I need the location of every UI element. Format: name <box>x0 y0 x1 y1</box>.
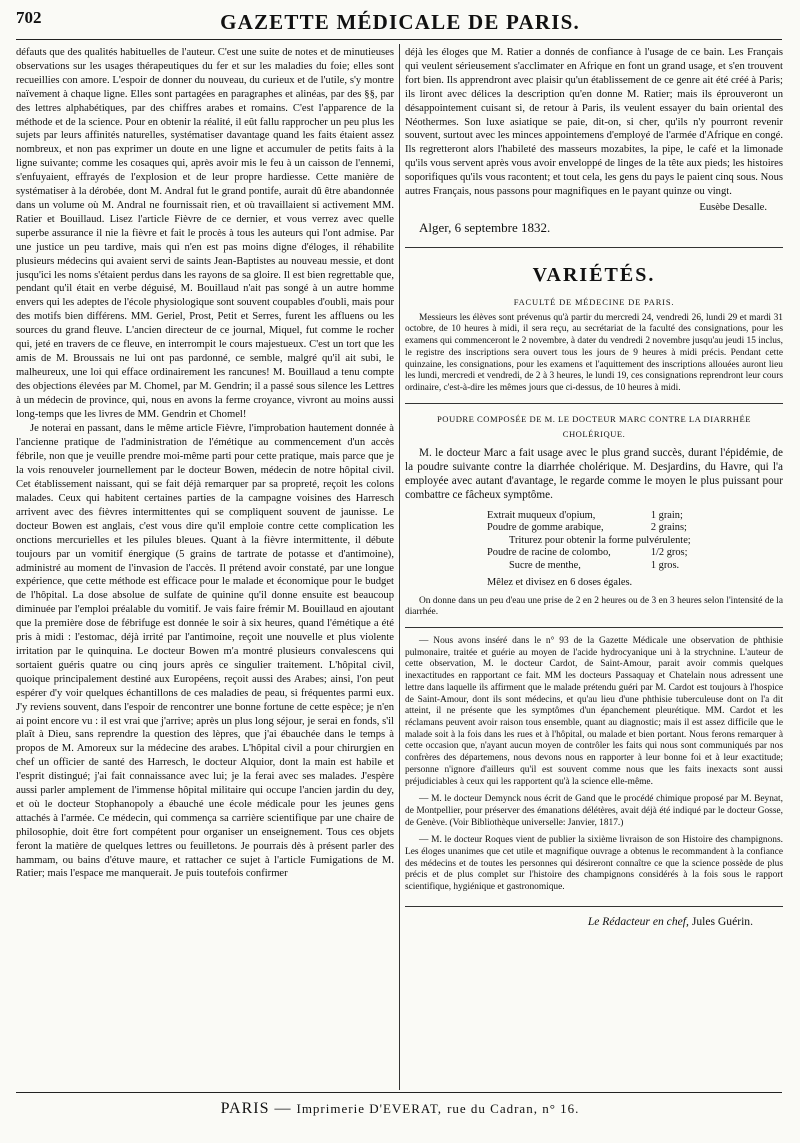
poudre-block <box>405 446 783 502</box>
divider-3 <box>405 906 783 907</box>
recipe-table <box>487 510 701 573</box>
masthead: GAZETTE MÉDICALE DE PARIS. <box>220 10 580 34</box>
top-rule <box>16 39 782 40</box>
recipe-row <box>487 522 701 535</box>
recipe-item: Sucre de menthe, <box>509 560 581 572</box>
recipe-item: Extrait muqueux d'opium, <box>487 509 596 521</box>
page-number: 702 <box>16 8 42 27</box>
recipe-qty: 1 grain; <box>650 509 683 521</box>
recipe-item: Poudre de gomme arabique, <box>487 522 604 534</box>
dosage-text: On donne dans un peu d'eau une prise de 2 en 2 heures ou de 3 en 3 heures selon l'intensité de la diarrhée. <box>405 595 783 618</box>
recipe-item: Triturez pour obtenir la forme pulvérulente; <box>509 534 691 546</box>
column-divider <box>399 44 400 1090</box>
section-rule <box>405 247 783 248</box>
recipe-qty: 2 grains; <box>650 522 687 534</box>
editor-line <box>405 915 783 928</box>
left-paragraph-1: défauts que des qualités habituelles de l'auteur. C'est une suite de notes et de minutieuses observations sur les usages thérapeutiques du fer et sur les maladies du foie; elles sont recueillies con amore. L'espoir de donner du nouveau, du curieux et de l'utile, s'y montre naïvement à chaque ligne. Elles sont partagées en paragraphes et alinéas, par des §§, par des lettres alphabétiques, par des chiffres arabes et romains. C'est l'apparence de la méthode et de la science. Pour en obtenir la réalité, il eût fallu rapprocher un peu plus les sujets par leurs affinités naturelles, systématiser davantage quand les faits étaient assez nombreux, et non pas exprimer un doute en une ligne et accumuler de petits faits à la ligne suivante; comme les cosaques qui, après avoir mis le feu à un caisson de l'ennemi, s'enfuyaient, effrayés de l'explosion et de leur propre hardiesse. Cette manière de systématiser à la dérobée, dont M. Andral fut le grand pontife, aurait dû être abandonnée dans un volume où M. Andral ne fournissait rien, et où travaillaient si activement MM. Ratier et Bouillaud. Lisez l'article Fièvre de ce dernier, et vous verrez avec quelle superbe assurance il nie la fièvre et fait le procès à tous les auteurs qui l'ont admise. Par une justice un peu tardive, mais qui n'en est pas moins digne d'éloges, il réhabilite plusieurs médecins qui avaient servi de saints Jean-Baptistes au nouveau messie, et dont jusqu'ici les noms s'étaient perdus dans les rayons de sa gloire. Il est bien regrettable que, pendant qu'il était en verbe déguisé, M. Bouillaud n'ait pas songé à un autre homme envers qui les adeptes de l'école physiologique sont souvent coupables d'oubli, mais pour des motifs bien différens. MM. Geriel, Prost, Petit et Serres, furent les affluens ou les sources du grand fleuve. L'ancien directeur de ce journal, Miquel, fut comme le rocher qui, jeté en travers de ce fleuve, en interrompit le cours majestueux. C'est un tort que les amis de M. Broussais ne lui ont pas pardonné, ce semble, malgré qu'il ait subi, le malheureux, une loi qui efface ordinairement les rancunes! M. Bouillaud a tenu compte des objections élevées par M. Chomel, par M. Gendrin; il a passé sous silence les Lettres à un médecin de province, qui, nous en avons la ferme croyance, vivront au moins aussi long-temps que les livres de MM. Gendrin et Chomel! <box>16 47 394 420</box>
footer-printer: Imprimerie D'EVERAT, <box>296 1101 443 1116</box>
recipe-qty: 1 gros. <box>650 560 680 572</box>
recipe-row <box>487 535 701 548</box>
poudre-heading-line1: POUDRE COMPOSÉE DE M. LE DOCTEUR MARC CONTRE LA DIARRHÉE <box>437 413 751 424</box>
letter-signature: Eusèbe Desalle. <box>699 201 767 213</box>
note-cardot: — Nous avons inséré dans le n° 93 de la Gazette Médicale une observation de phthisie pulmonaire, traitée et guérie au moyen de l'acide hydrocyanique uni à la strychnine. L'auteur de cette observation, M. le docteur Cardot, de Saint-Amour, parait avoir commis quelques inexactitudes en rapportant ce fait. MM les docteurs Passaquay et Chatelain nous adressent une lettre dans laquelle ils affirment que le malade prétendu guéri par M. Cardot est toujours à l'hospice de Saint-Amour, dont ils sont médecins, et qu'au lieu d'une phthisie tuberculeuse dont on l'a dit atteint, il ne présente que les symptômes d'un épanchement pleurétique. MM. Cardot et les réclamans peuvent avoir raison tous ensemble, quant au diagnostic; mais il est assez difficile que le malade soit à la fois dans les rues et à l'hôpital, ou malade et bien portant. Nous ferons remarquer à cette occasion que, n'ayant aucun moyen de contrôler les faits qui nous sont communiqués par nos confrères des départemens, nous devons nous en rapporter à leur bonne foi et à leur exactitude; personne n'ignore d'ailleurs qu'il est souvent comme nous que les faits inexacts sont aussi préjudiciables à ceux qui les rapportent qu'à la science elle-même. <box>405 636 783 787</box>
note-demynck: — M. le docteur Demynck nous écrit de Gand que le procédé chimique proposé par M. Beynat, de Montpellier, pour préserver des émanations délétères, avait déjà été indiqué par le docteur Gosse, de Genève. (Voir Bibliothèque universelle: Janvier, 1817.) <box>405 794 783 828</box>
letter-continuation-block <box>405 46 783 235</box>
footer-city: PARIS — <box>220 1100 292 1117</box>
note-roques: — M. le docteur Roques vient de publier la sixième livraison de son Histoire des champignons. Les éloges unanimes que cet utile et magnifique ouvrage a obtenus le recommandent à la confiance des médecins et de toutes les personnes qui désireront connaître ce que la science possède de plus précis et de plus complet sur l'histoire des champignons considérés à la fois sous le rapport scientifique, hygiénique et gastronomique. <box>405 835 783 893</box>
recipe-item: Poudre de racine de colombo, <box>487 547 611 559</box>
letter-continuation: déjà les éloges que M. Ratier a donnés de confiance à l'usage de ce bain. Les Français qui veulent sérieusement s'acclimater en Afrique en font un grand usage, et s'en trouvent fort bien. Ils apprendront avec plaisir qu'un établissement de ce genre ait été créé à Paris; ils liront avec délices la description qu'en donne M. Ratier; mais ils éprouveront un désappointement cuisant si, de retour à Paris, ils veulent essayer du bain oriental des Néothermes. Son luxe asiatique se paie, dit-on, si cher, qu'ils n'y pourront revenir souvent, surtout avec les minces appointemens d'employé de l'armée d'Afrique en congé. Ils regretteront alors l'habileté des masseurs mozabites, la pipe, le café et la limonade qu'ils vous servent après vous avoir enveloppé de linges de la tête aux pieds; les histoires soporifiques qu'ils vous racontent; et tout cela, les gens du pays le paient cinq sous. Nous autres Français, nous passons pour magnifiques en le payant quinze ou vingt. <box>405 47 783 198</box>
divider-1 <box>405 403 783 404</box>
dosage-block <box>405 596 783 619</box>
faculte-notice-block <box>405 313 783 395</box>
varietes-title: VARIÉTÉS. <box>532 263 656 286</box>
recipe-qty: 1/2 gros; <box>650 547 688 559</box>
footer-rule <box>16 1092 782 1093</box>
faculte-notice: Messieurs les élèves sont prévenus qu'à partir du mercredi 24, vendredi 26, lundi 29 et mardi 31 octobre, de 10 heures à midi, il sera reçu, au secrétariat de la faculté des consignations, pour les examens qui commenceront le 2 novembre, à dater du vendredi 2 novembre jusqu'au jeudi 15 inclus, le registre des inscriptions sera ouvert tous les jours de 9 heures à midi précis. Pendant cette quinzaine, les consignations, pour les examens et l'aquittement des inscriptions allouées auront lieu les lundi, mercredi et vendredi, de 2 à 3 heures, le lundi 19, ces consignations reprendront leur cours ordinaire, c'est-à-dire les mêmes jours que ci-dessus, de 10 heures à midi. <box>405 312 783 393</box>
recipe-row <box>487 547 701 560</box>
faculte-heading: FACULTÉ DE MÉDECINE DE PARIS. <box>513 296 675 307</box>
recipe-row <box>487 510 701 523</box>
recipe-row <box>487 560 701 573</box>
recipe-end: Mêlez et divisez en 6 doses égales. <box>487 576 633 588</box>
left-paragraph-2: Je noterai en passant, dans le même article Fièvre, l'improbation hautement donnée à l'ancienne pratique de l'administration de l'émétique au commencement d'un accès fébrile, non que je veuille prendre moi-même parti pour cette pratique, mais parce que je la vois renouveler journellement par le docteur Bowen, médecin de notre hôpital civil. Cet établissement naissant, qui se fait déjà remarquer par sa propreté, reçoit les colons malades. Ceux qui habitent certaines parties de la campagne voisines des Harresch arrivent avec des fièvres intermittentes qui se compliquent souvent de jaunisse. Le docteur Bowen est anglais, c'est vous dire qu'il emploie contre cette complication les onctions mercurielles et les pilules bleues. Quant à la fièvre intermittente, il débute toujours par un vomitif énergique (5 grains de tartrate de potasse et d'antimoine), administré au moment de l'invasion de l'accès. Il prétend avoir constaté, par une longue expérience, que cette méthode est efficace pour le malade et économique pour le budget de l'hôpital. La dose absolue de sulfate de quinine qu'il donne ensuite est beaucoup diminuée par l'emploi préalable du vomitif. Je vais faire frémir M. Bouillaud en ajoutant que la première dose de fébrifuge est donnée le soir à six heures, quand l'émétique a été pris à midi : l'estomac, déjà irrité par l'antimoine, reçoit une nouvelle et plus violente irritation par le quinquina. Le docteur Bowen m'a montré plusieurs convalescens qui sortaient guéris quatre ou cinq jours après ce singulier traitement. L'hôpital civil, quoique principalement destiné aux Européens, reçoit aussi des Arabes; ainsi, l'on peut espérer d'y voir quelques échantillons de ces maladies de peau, si fréquentes parmi eux. J'y reviens souvent, dans l'espoir de rencontrer une bonne fortune de cette espèce; je n'en ai point encore vu : il est vrai que j'arrive; après un plus long séjour, je serai en fonds, s'il plaît à Dieu, sans reprendre la question des lèpres, que j'ai ébauchée dans le temps à propos de M. Amoreux sur la médecine des arabes. L'hôpital civil a pour chirurgien en chef un officier de santé des Harresch, le docteur Alquior, dont la main est habile et l'esprit distingué; j'ai fait connaissance avec lui; je la ferai avec ses malades. J'espère aussi parler amplement de l'immense hôpital militaire qui occupe l'ancien jardin du dey, et où le docteur Stophanopoly a ébauché une école médicale pour les jeunes gens attachés à l'armée. Ce médecin, qui commença sa carrière scientifique par une chaire de philosophie, doit être fort compétent pour organiser un enseignement. Tous ces objets feront la matière de quelques lettres ou feuilletons. Je pourrais dès à présent parler des hammam, ou bains d'étuve maure, et rattacher ce sujet à l'article Fumigations de M. Ratier; mais l'espace me manquerait. Je puis toutefois confirmer <box>16 423 394 880</box>
poudre-heading-line2: CHOLÉRIQUE. <box>562 428 626 439</box>
poudre-text: M. le docteur Marc a fait usage avec le plus grand succès, durant l'épidémie, de la poudre suivante contre la diarrhée cholérique. M. Desjardins, du Havre, qui l'a employée avec autant d'avantage, le regarde comme le moyen le plus puissant pour combattre ce fâcheux symptôme. <box>405 446 783 501</box>
poudre-heading <box>405 412 783 442</box>
letter-dateline: Alger, 6 septembre 1832. <box>419 219 551 235</box>
divider-2 <box>405 627 783 628</box>
right-column <box>405 46 783 1088</box>
footer-address: rue du Cadran, n° 16. <box>447 1101 580 1116</box>
left-column <box>16 46 394 1088</box>
editor-name: Jules Guérin. <box>691 914 753 928</box>
notes-block <box>405 636 783 894</box>
editor-label: Le Rédacteur en chef, <box>587 914 689 928</box>
imprint-footer <box>0 1100 800 1118</box>
